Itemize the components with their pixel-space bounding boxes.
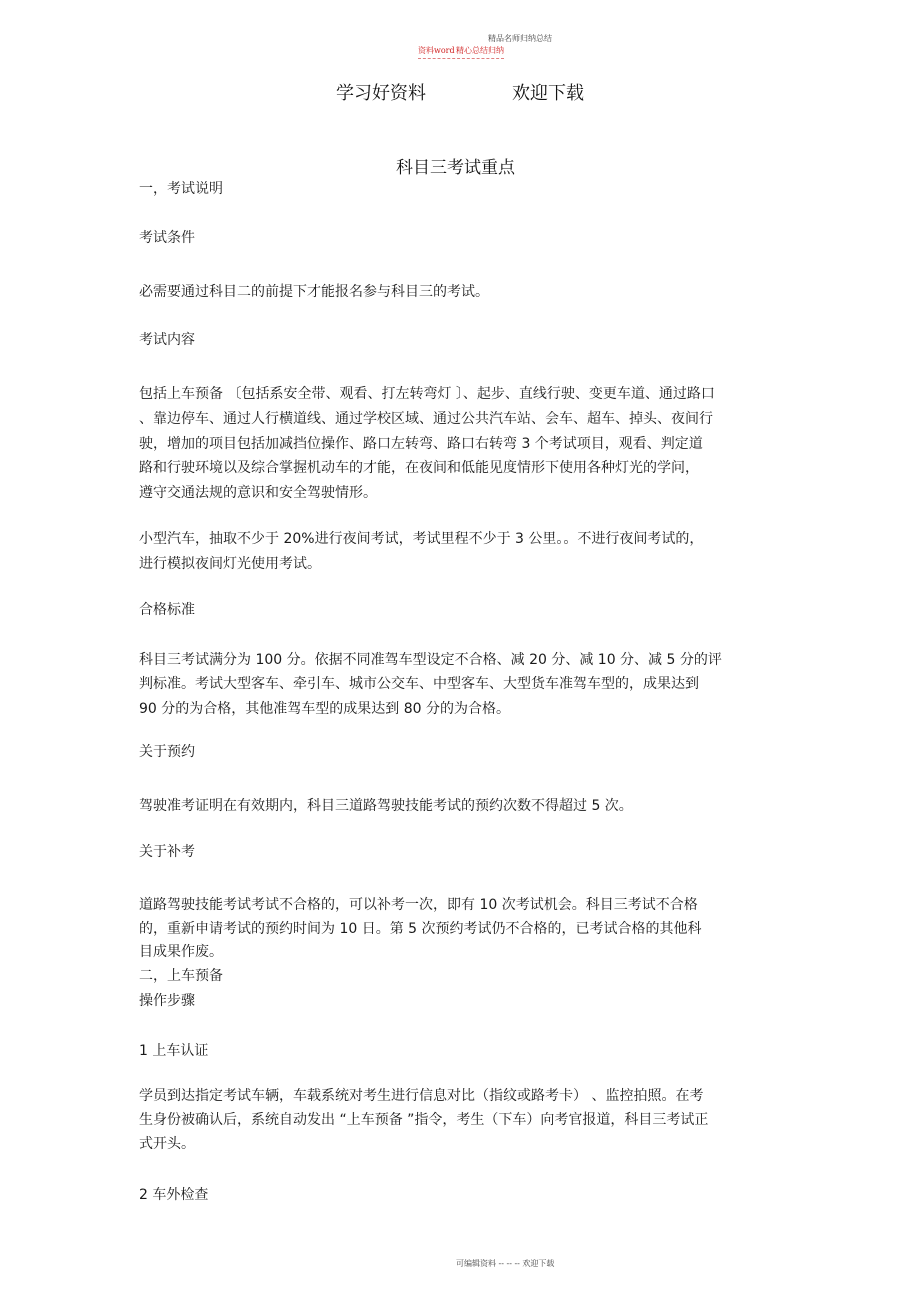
paragraph-line: 小型汽车，抽取不少于 20%进行夜间考试，考试里程不少于 3 公里。。不进行夜间考试的，: [139, 531, 704, 547]
subheading: 2 车外检查: [139, 1187, 209, 1203]
subheading: 1 上车认证: [139, 1043, 209, 1059]
paragraph-line: 的，重新申请考试的预约时间为 10 日。第 5 次预约考试仍不合格的，已考试合格的其他科: [139, 921, 702, 937]
header-right: 欢迎下载: [512, 83, 584, 104]
paragraph-line: 路和行驶环境以及综合掌握机动车的才能，在夜间和低能见度情形下使用各种灯光的学问，: [139, 460, 699, 476]
watermark-dashed-line: [418, 58, 504, 59]
paragraph-line: 驶，增加的项目包括加减挡位操作、路口左转弯、路口右转弯 3 个考试项目，观看、判定道: [139, 436, 703, 452]
paragraph-line: 科目三考试满分为 100 分。依据不同准驾车型设定不合格、减 20 分、减 10 分、减 5 分的评: [139, 652, 722, 668]
subheading: 关于预约: [139, 744, 195, 760]
paragraph-line: 90 分的为合格，其他准驾车型的成果达到 80 分的为合格。: [139, 701, 510, 717]
header-left: 学习好资料: [336, 83, 426, 104]
paragraph-line: 、靠边停车、通过人行横道线、通过学校区域、通过公共汽车站、会车、超车、掉头、夜间行: [139, 411, 713, 427]
page-title: 科目三考试重点: [396, 158, 515, 178]
paragraph-line: 学员到达指定考试车辆，车载系统对考生进行信息对比（指纹或路考卡） 、监控拍照。在考: [139, 1088, 704, 1104]
watermark-top: 精品名师归纳总结: [488, 34, 552, 43]
watermark-red-right: 精心总结归纳: [456, 46, 504, 55]
watermark-red-left: 资料word: [418, 46, 455, 55]
paragraph-line: 包括上车预备 〔包括系安全带、观看、打左转弯灯 〕、起步、直线行驶、变更车道、通过路口: [139, 386, 715, 402]
paragraph-line: 驾驶准考证明在有效期内，科目三道路驾驶技能考试的预约次数不得超过 5 次。: [139, 798, 633, 814]
paragraph-line: 必需要通过科目二的前提下才能报名参与科目三的考试。: [139, 284, 489, 300]
subheading: 考试条件: [139, 230, 195, 246]
subheading: 操作步骤: [139, 993, 195, 1009]
subheading: 考试内容: [139, 332, 195, 348]
paragraph-line: 进行模拟夜间灯光使用考试。: [139, 556, 321, 572]
subheading: 关于补考: [139, 844, 195, 860]
section-heading: 一，考试说明: [139, 181, 223, 197]
paragraph-line: 目成果作废。: [139, 944, 223, 960]
section-heading: 二，上车预备: [139, 968, 223, 984]
subheading: 合格标准: [139, 602, 195, 618]
footer-text: 可编辑资料 -- -- -- 欢迎下载: [456, 1259, 555, 1268]
paragraph-line: 式开头。: [139, 1136, 195, 1152]
paragraph-line: 遵守交通法规的意识和安全驾驶情形。: [139, 485, 377, 501]
paragraph-line: 道路驾驶技能考试考试不合格的，可以补考一次，即有 10 次考试机会。科目三考试不合格: [139, 897, 698, 913]
paragraph-line: 判标准。考试大型客车、牵引车、城市公交车、中型客车、大型货车准驾车型的，成果达到: [139, 676, 699, 692]
paragraph-line: 生身份被确认后，系统自动发出 “上车预备 ”指令，考生（下车）向考官报道，科目三考试正: [139, 1112, 709, 1128]
